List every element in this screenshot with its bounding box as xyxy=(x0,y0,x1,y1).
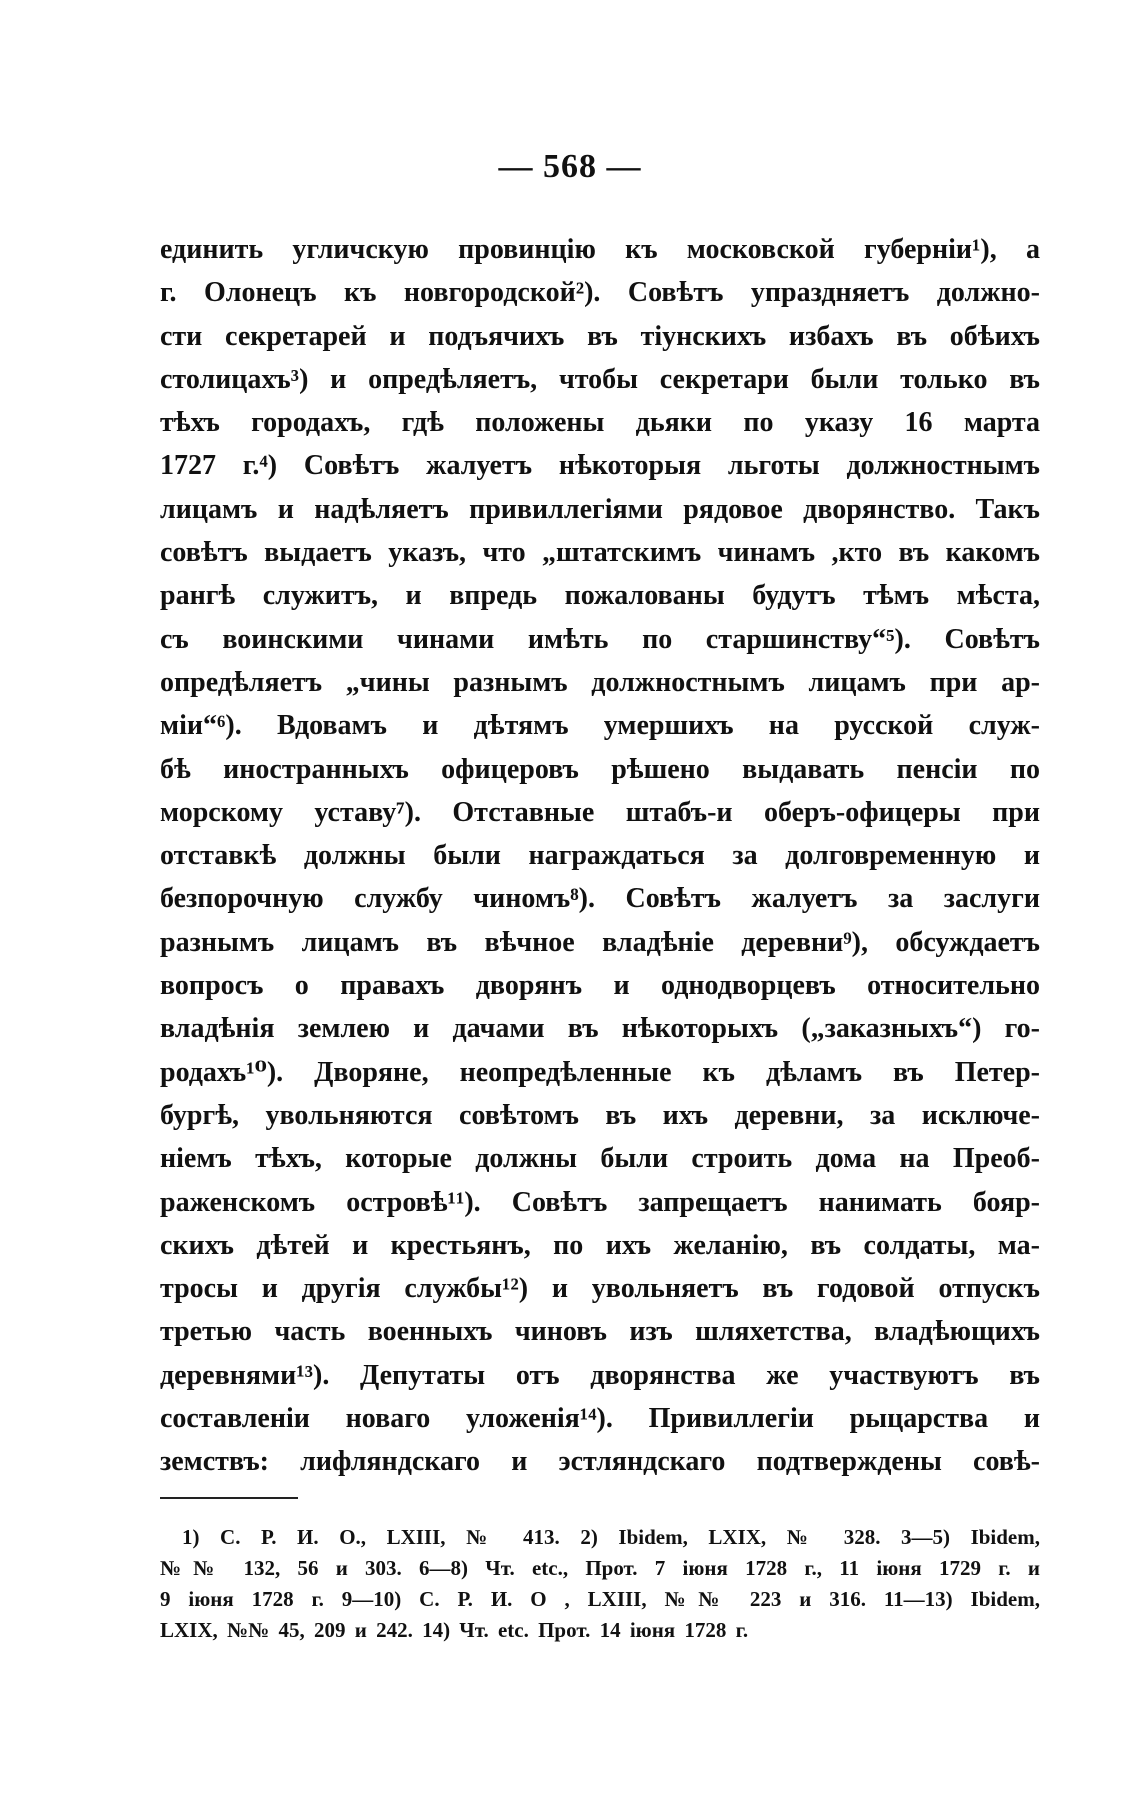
footnote-separator xyxy=(160,1497,298,1499)
body-line: вопросъ о правахъ дворянъ и однодворцевъ относительно xyxy=(160,970,1040,1002)
body-line: родахъ¹⁰). Дворяне, неопредѣленные къ дѣламъ въ Петер- xyxy=(160,1056,1040,1088)
body-line: раженскомъ островѣ¹¹). Совѣтъ запрещаетъ нанимать бояр- xyxy=(160,1186,1040,1218)
body-line: безпорочную службу чиномъ⁸). Совѣтъ жалуетъ за заслуги xyxy=(160,883,1040,915)
body-line: рангѣ служитъ, и впредь пожалованы будутъ тѣмъ мѣста, xyxy=(160,580,1040,612)
footnote-line: 1) С. Р. И. О., LXIII, № 413. 2) Ibidem, LXIX, № 328. 3—5) Ibidem, xyxy=(182,1525,1040,1549)
body-line: міи“⁶). Вдовамъ и дѣтямъ умершихъ на русской служ- xyxy=(160,710,1040,742)
body-line: бургѣ, увольняются совѣтомъ въ ихъ деревни, за исключе- xyxy=(160,1099,1040,1131)
body-line: 1727 г.⁴) Совѣтъ жалуетъ нѣкоторыя льготы должностнымъ xyxy=(160,450,1040,482)
body-line: лицамъ и надѣляетъ привиллегіями рядовое дворянство. Такъ xyxy=(160,493,1040,525)
body-line: совѣтъ выдаетъ указъ, что „штатскимъ чинамъ ,кто въ какомъ xyxy=(160,537,1040,569)
body-line: земствъ: лифляндскаго и эстляндскаго подтверждены совѣ- xyxy=(160,1446,1040,1478)
body-line: разнымъ лицамъ въ вѣчное владѣніе деревни⁹), обсуждаетъ xyxy=(160,926,1040,958)
footnotes xyxy=(160,1522,1040,1646)
body-line: тросы и другія службы¹²) и увольняетъ въ годовой отпускъ xyxy=(160,1273,1040,1305)
body-line: деревнями¹³). Депутаты отъ дворянства же участвуютъ въ xyxy=(160,1359,1040,1391)
body-line: ніемъ тѣхъ, которые должны были строить дома на Преоб- xyxy=(160,1143,1040,1175)
footnote-line: LXIX, №№ 45, 209 и 242. 14) Чт. etc. Прот. 14 іюня 1728 г. xyxy=(160,1618,749,1642)
body-line: третью часть военныхъ чиновъ изъ шляхетства, владѣющихъ xyxy=(160,1316,1040,1348)
footnote-line: 9 іюня 1728 г. 9—10) С. Р. И. О , LXIII, №№ 223 и 316. 11—13) Ibidem, xyxy=(160,1587,1040,1611)
body-line: сти секретарей и подъячихъ въ тіунскихъ избахъ въ обѣихъ xyxy=(160,320,1040,352)
body-line: морскому уставу⁷). Отставные штабъ-и оберъ-офицеры при xyxy=(160,796,1040,828)
body-line: составленіи новаго уложенія¹⁴). Привиллегіи рыцарства и xyxy=(160,1403,1040,1435)
body-line: владѣнія землею и дачами въ нѣкоторыхъ („заказныхъ“) го- xyxy=(160,1013,1040,1045)
page-number: — 568 — xyxy=(498,148,642,185)
body-line: отставкѣ должны были награждаться за долговременную и xyxy=(160,840,1040,872)
body-line: скихъ дѣтей и крестьянъ, по ихъ желанію, въ солдаты, ма- xyxy=(160,1229,1040,1261)
body-line: столицахъ³) и опредѣляетъ, чтобы секретари были только въ xyxy=(160,363,1040,395)
footnote-line: №№ 132, 56 и 303. 6—8) Чт. etc., Прот. 7 іюня 1728 г., 11 іюня 1729 г. и xyxy=(160,1556,1040,1580)
body-line: опредѣляетъ „чины разнымъ должностнымъ лицамъ при ар- xyxy=(160,666,1040,698)
body-line: бѣ иностранныхъ офицеровъ рѣшено выдавать пенсіи по xyxy=(160,753,1040,785)
body-text xyxy=(160,228,1040,1484)
body-line: единить угличскую провинцію къ московской губерніи¹), а xyxy=(160,234,1040,265)
body-line: тѣхъ городахъ, гдѣ положены дьяки по указу 16 марта xyxy=(160,407,1040,439)
body-line: съ воинскими чинами имѣть по старшинству“⁵). Совѣтъ xyxy=(160,623,1040,655)
body-line: г. Олонецъ къ новгородской²). Совѣтъ упраздняетъ должно- xyxy=(160,277,1040,309)
